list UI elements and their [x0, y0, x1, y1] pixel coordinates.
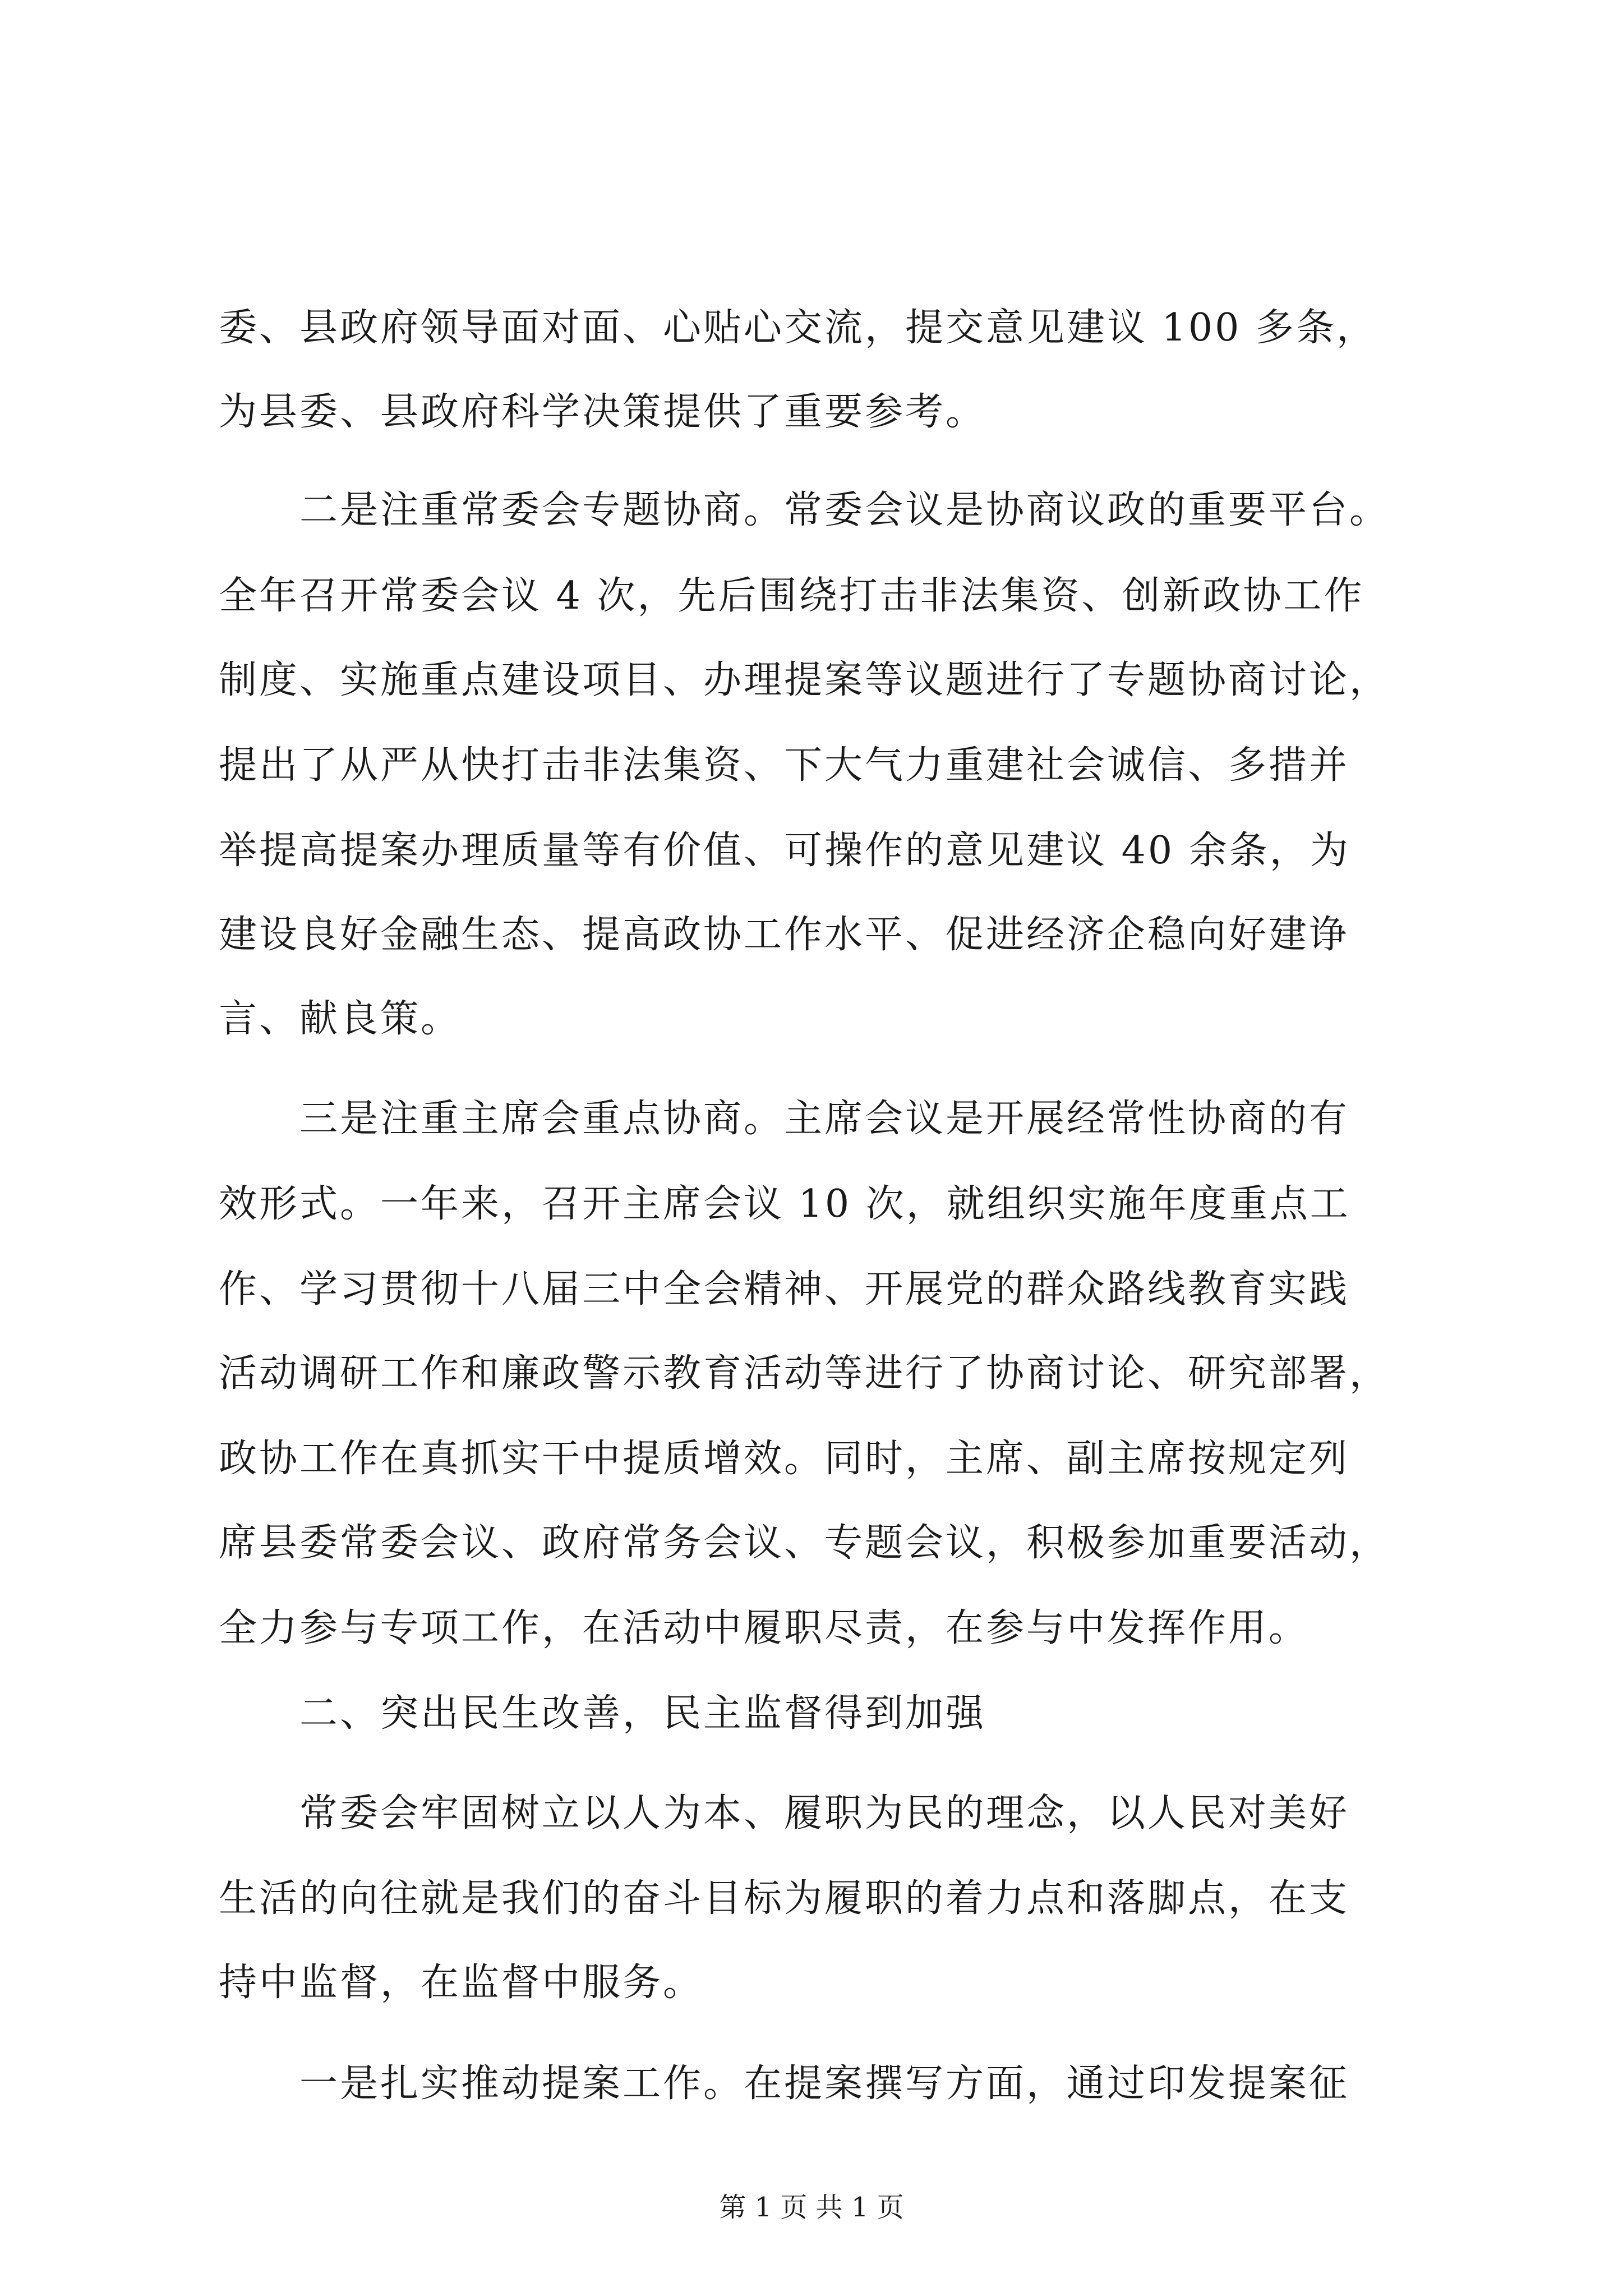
- text-line: 效形式。一年来，召开主席会议 10 次，就组织实施年度重点工: [219, 1182, 1350, 1226]
- text-line: 二是注重常委会专题协商。常委会议是协商议政的重要平台。: [219, 488, 1390, 532]
- section-heading: 二、突出民生改善，民主监督得到加强: [219, 1691, 986, 1736]
- text-line: 常委会牢固树立以人为本、履职为民的理念，以人民对美好: [219, 1791, 1350, 1835]
- text-line: 政协工作在真抓实干中提质增效。同时，主席、副主席按规定列: [219, 1437, 1350, 1481]
- page-footer: 第 1 页 共 1 页: [719, 2192, 904, 2223]
- text-line: 全力参与专项工作，在活动中履职尽责，在参与中发挥作用。: [219, 1606, 1310, 1650]
- text-line: 言、献良策。: [219, 997, 462, 1041]
- text-line: 委、县政府领导面对面、心贴心交流，提交意见建议 100 多条，: [219, 306, 1377, 350]
- text-line: 活动调研工作和廉政警示教育活动等进行了协商讨论、研究部署，: [219, 1351, 1390, 1396]
- text-line: 生活的向往就是我们的奋斗目标为履职的着力点和落脚点，在支: [219, 1876, 1350, 1921]
- text-line: 持中监督，在监督中服务。: [219, 1961, 704, 2005]
- text-line: 建设良好金融生态、提高政协工作水平、促进经济企稳向好建诤: [219, 913, 1350, 957]
- text-line: 一是扎实推动提案工作。在提案撰写方面，通过印发提案征: [219, 2062, 1350, 2106]
- text-line: 三是注重主席会重点协商。主席会议是开展经常性协商的有: [219, 1097, 1350, 1141]
- text-line: 提出了从严从快打击非法集资、下大气力重建社会诚信、多措并: [219, 743, 1350, 788]
- text-line: 举提高提案办理质量等有价值、可操作的意见建议 40 余条，为: [219, 829, 1350, 873]
- text-line: 制度、实施重点建设项目、办理提案等议题进行了专题协商讨论，: [219, 658, 1390, 702]
- text-line: 为县委、县政府科学决策提供了重要参考。: [219, 390, 986, 434]
- text-line: 作、学习贯彻十八届三中全会精神、开展党的群众路线教育实践: [219, 1267, 1350, 1312]
- text-line: 全年召开常委会议 4 次，先后围绕打击非法集资、创新政协工作: [219, 574, 1364, 618]
- text-line: 席县委常委会议、政府常务会议、专题会议，积极参加重要活动，: [219, 1521, 1390, 1565]
